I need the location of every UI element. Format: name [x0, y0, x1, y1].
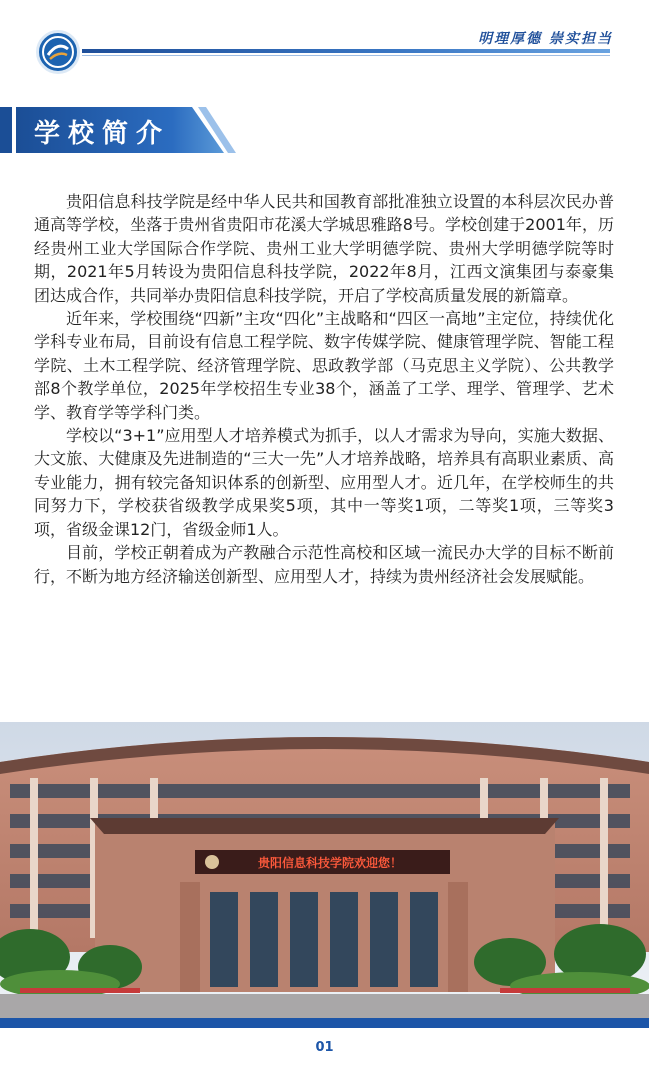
welcome-banner-text: 贵阳信息科技学院欢迎您！	[257, 856, 403, 870]
paragraph: 目前，学校正朝着成为产教融合示范性高校和区域一流民办大学的目标不断前行，不断为地方经济输送创新型、应用型人才，持续为贵州经济社会发展赋能。	[34, 543, 614, 586]
page-number: 01	[315, 1040, 334, 1055]
intro-content	[34, 190, 614, 588]
page-header	[0, 0, 649, 90]
school-motto: 明理厚德 崇实担当	[478, 31, 613, 47]
paragraph: 贵阳信息科技学院是经中华人民共和国教育部批准独立设置的本科层次民办普通高等学校，坐落于贵州省贵阳市花溪大学城思雅路8号。学校创建于2001年，历经贵州工业大学国际合作学院、贵州工业大学明德学院、贵州大学明德学院等时期，2021年5月转设为贵阳信息科技学院，2022年8月，江西文演集团与泰豪集团达成合作，共同举办贵阳信息科技学院，开启了学校高质量发展的新篇章。	[34, 192, 614, 305]
school-logo	[36, 30, 80, 74]
header-rule	[82, 49, 610, 53]
footer-band	[0, 1018, 649, 1028]
header-rule-thin	[82, 55, 610, 56]
paragraph: 近年来，学校围绕“四新”主攻“四化”主战略和“四区一高地”主定位，持续优化学科专业布局，目前设有信息工程学院、数字传媒学院、健康管理学院、智能工程学院、土木工程学院、经济管理学院、思政教学部（马克思主义学院）、公共教学部8个教学单位，2025年学校招生专业38个，涵盖了工学、理学、管理学、艺术学、教育学等学科门类。	[34, 309, 614, 422]
section-title: 学校简介	[34, 119, 171, 149]
paragraph: 学校以“3+1”应用型人才培养模式为抓手，以人才需求为导向，实施大数据、大文旅、大健康及先进制造的“三大一先”人才培养战略，培养具有高职业素质、高专业能力，拥有较完备知识体系的创新型、应用型人才。近几年，在学校师生的共同努力下，学校获省级教学成果奖5项，其中一等奖1项，二等奖1项，三等奖3项，省级金课12门，省级金师1人。	[34, 426, 614, 539]
section-title-block	[0, 107, 240, 153]
campus-photo	[0, 722, 649, 1018]
title-accent-bar	[0, 107, 12, 153]
